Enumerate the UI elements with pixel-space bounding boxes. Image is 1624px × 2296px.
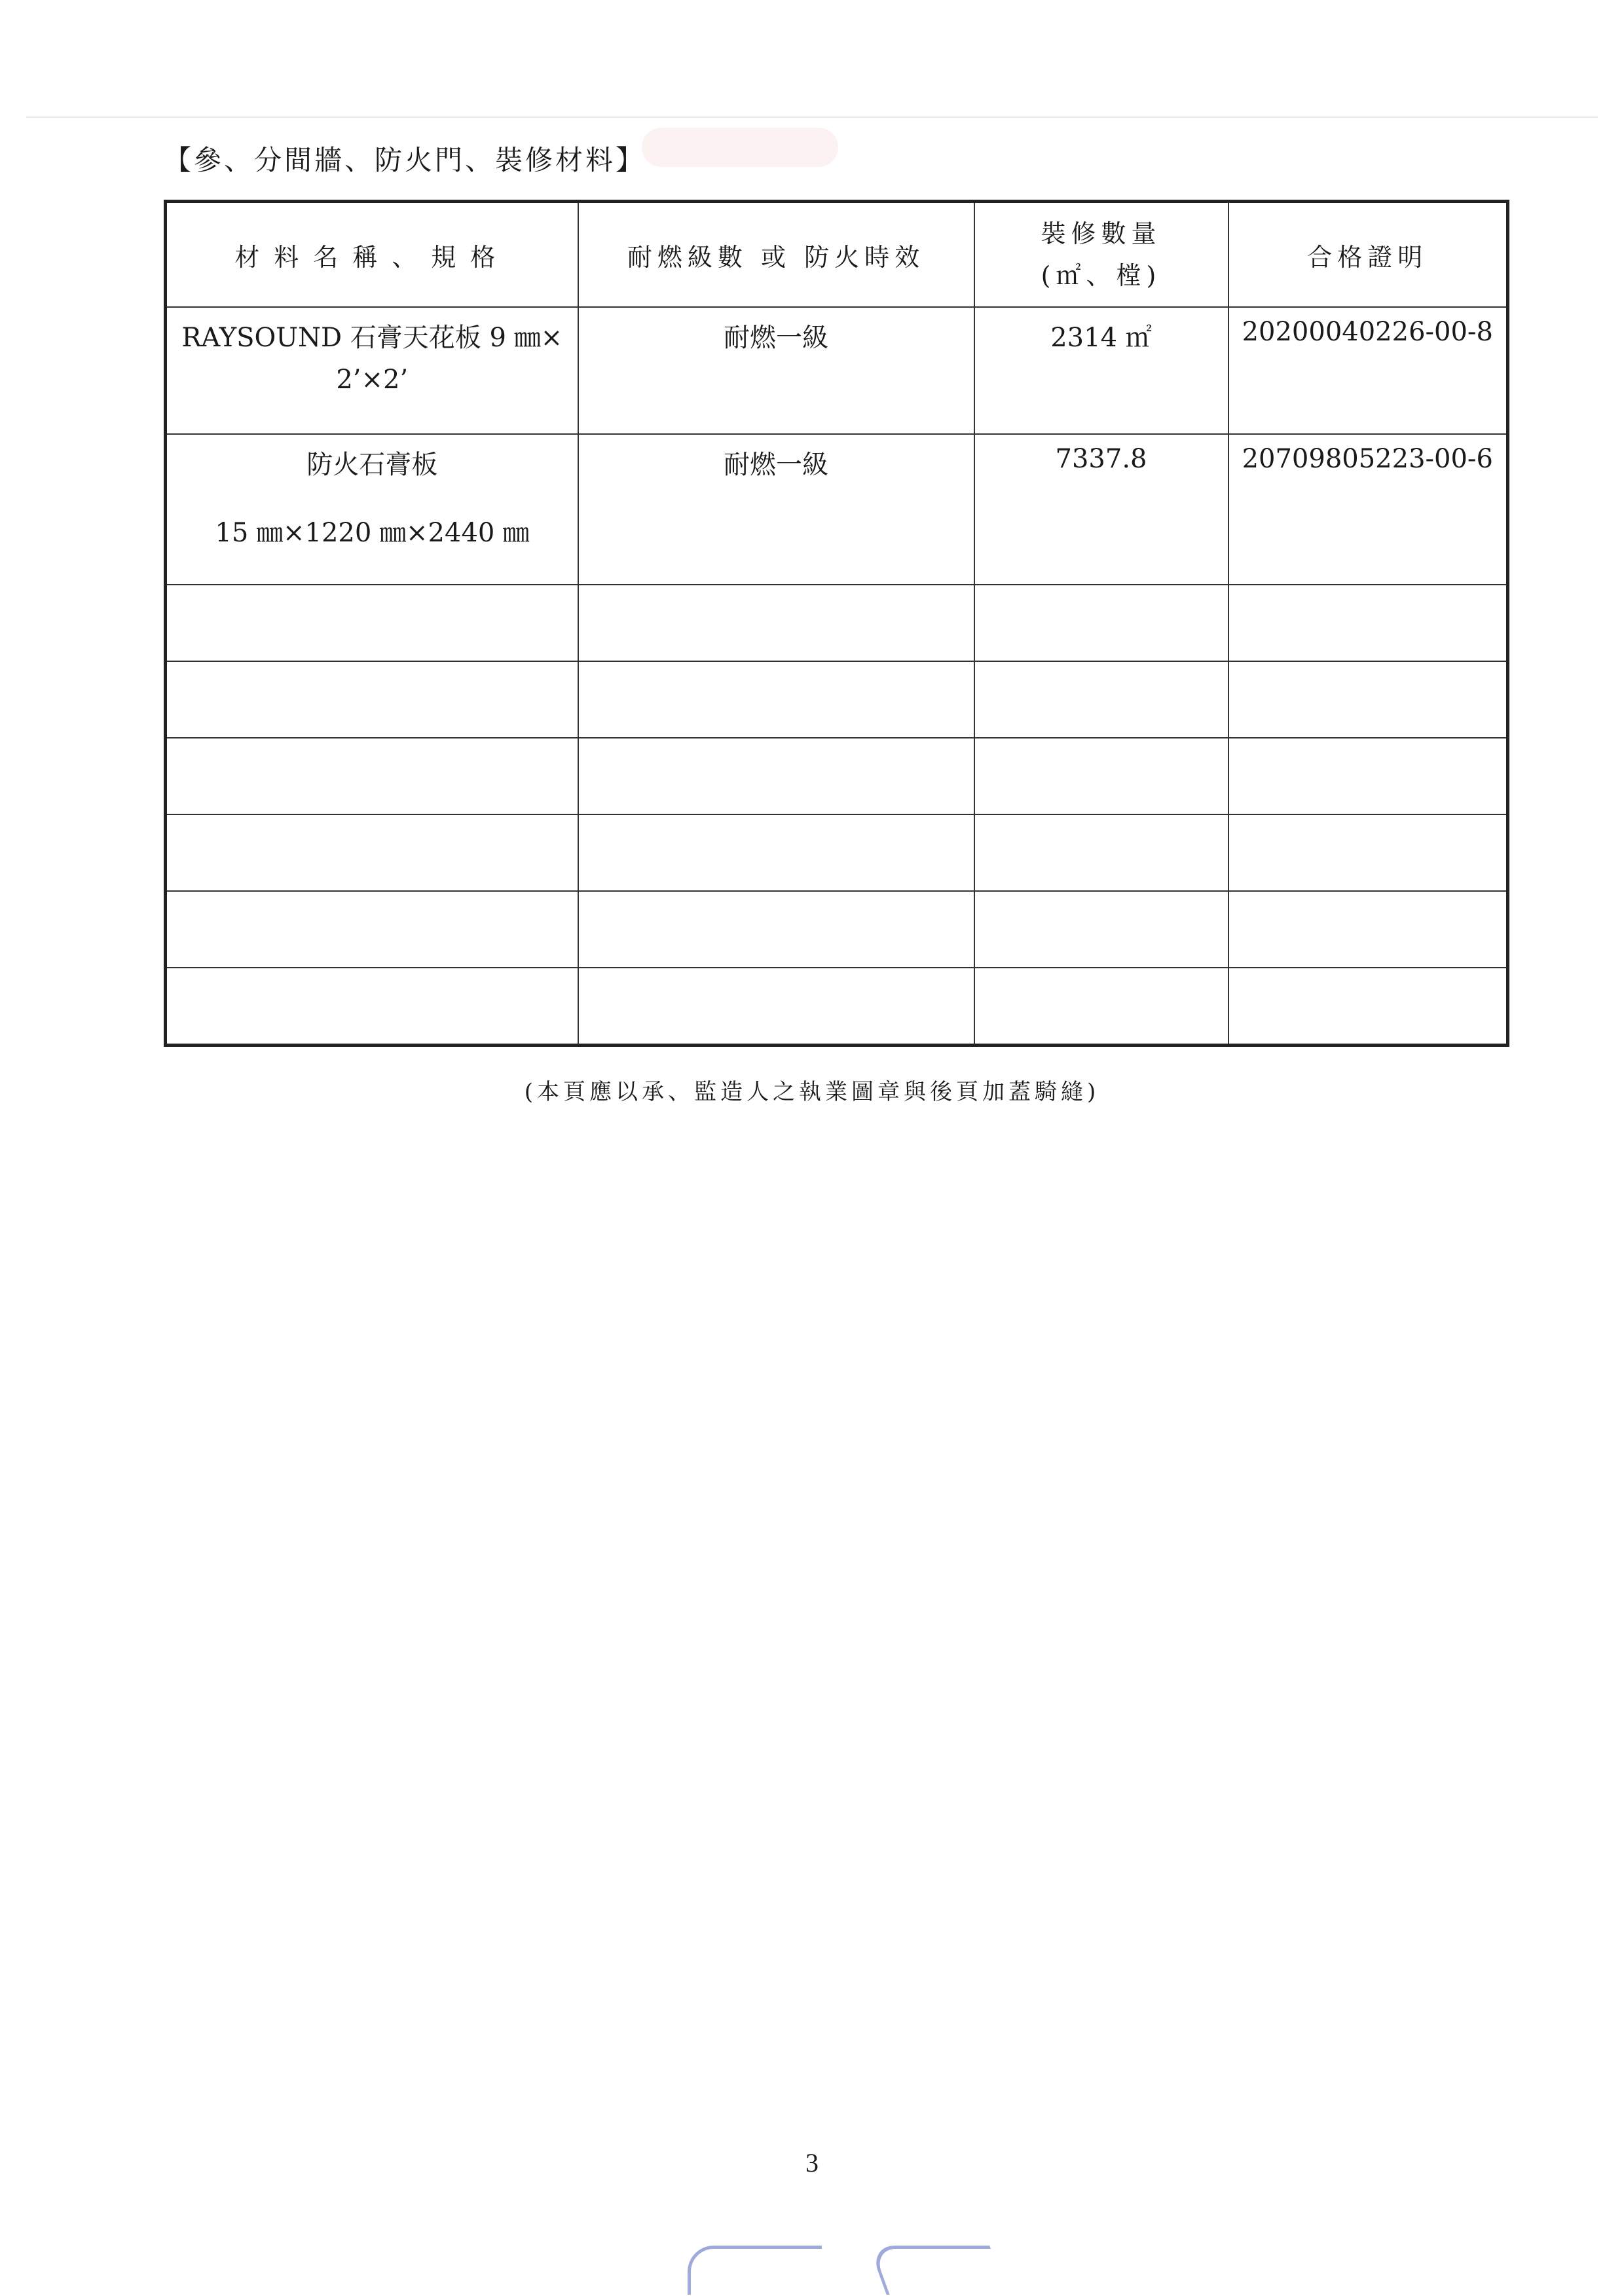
empty-cell	[1228, 968, 1508, 1046]
seal-stamp-mark	[688, 2246, 822, 2295]
empty-cell	[1228, 891, 1508, 968]
header-quantity-unit: (㎡、樘)	[1041, 261, 1162, 290]
empty-table-row	[166, 738, 1508, 814]
table-row	[166, 434, 1508, 585]
cell-certificate: 20709805223-00-6	[1228, 434, 1508, 585]
empty-cell	[974, 661, 1228, 738]
header-material-name: 材料名稱、規格	[166, 202, 578, 308]
spacer	[167, 486, 578, 512]
empty-cell	[974, 814, 1228, 891]
materials-table-container	[164, 200, 1506, 1047]
empty-cell	[166, 968, 578, 1046]
empty-cell	[578, 891, 974, 968]
empty-cell	[974, 968, 1228, 1046]
material-name-line1: RAYSOUND 石膏天花板 9 ㎜×	[181, 323, 563, 353]
empty-table-row	[166, 968, 1508, 1046]
material-name-line2: 15 ㎜×1220 ㎜×2440 ㎜	[215, 518, 530, 548]
empty-cell	[974, 585, 1228, 661]
empty-table-row	[166, 891, 1508, 968]
empty-cell	[166, 814, 578, 891]
faint-stamp-mark	[642, 128, 838, 167]
material-name-line2: 2’×2’	[336, 365, 409, 395]
empty-cell	[166, 661, 578, 738]
page-number: 3	[805, 2148, 819, 2178]
seal-stamp-mark	[868, 2246, 1007, 2295]
cell-quantity: 2314 ㎡	[974, 307, 1228, 434]
cell-material-name	[166, 434, 578, 585]
cell-material-name	[166, 307, 578, 434]
material-name-line1: 防火石膏板	[306, 450, 438, 480]
table-header-row	[166, 202, 1508, 308]
empty-table-row	[166, 585, 1508, 661]
empty-cell	[578, 968, 974, 1046]
materials-table	[164, 200, 1509, 1047]
empty-cell	[1228, 814, 1508, 891]
empty-cell	[578, 585, 974, 661]
empty-cell	[578, 661, 974, 738]
empty-cell	[1228, 738, 1508, 814]
empty-cell	[166, 738, 578, 814]
footer-note: (本頁應以承、監造人之執業圖章與後頁加蓋騎縫)	[524, 1079, 1100, 1105]
empty-table-row	[166, 661, 1508, 738]
empty-cell	[578, 738, 974, 814]
header-fire-grade: 耐燃級數 或 防火時效	[578, 202, 974, 308]
cell-quantity: 7337.8	[974, 434, 1228, 585]
cell-certificate: 20200040226-00-8	[1228, 307, 1508, 434]
empty-cell	[578, 814, 974, 891]
empty-cell	[166, 585, 578, 661]
empty-cell	[974, 891, 1228, 968]
empty-cell	[1228, 661, 1508, 738]
header-quantity	[974, 202, 1228, 308]
header-certificate: 合格證明	[1228, 202, 1508, 308]
empty-cell	[166, 891, 578, 968]
cell-fire-grade: 耐燃一級	[578, 307, 974, 434]
section-title: 【參、分間牆、防火門、裝修材料】	[164, 144, 646, 176]
empty-table-row	[166, 814, 1508, 891]
empty-cell	[1228, 585, 1508, 661]
cell-fire-grade: 耐燃一級	[578, 434, 974, 585]
scan-artifact-line	[26, 117, 1598, 118]
header-quantity-label: 裝修數量	[1041, 219, 1162, 248]
table-row	[166, 307, 1508, 434]
empty-cell	[974, 738, 1228, 814]
